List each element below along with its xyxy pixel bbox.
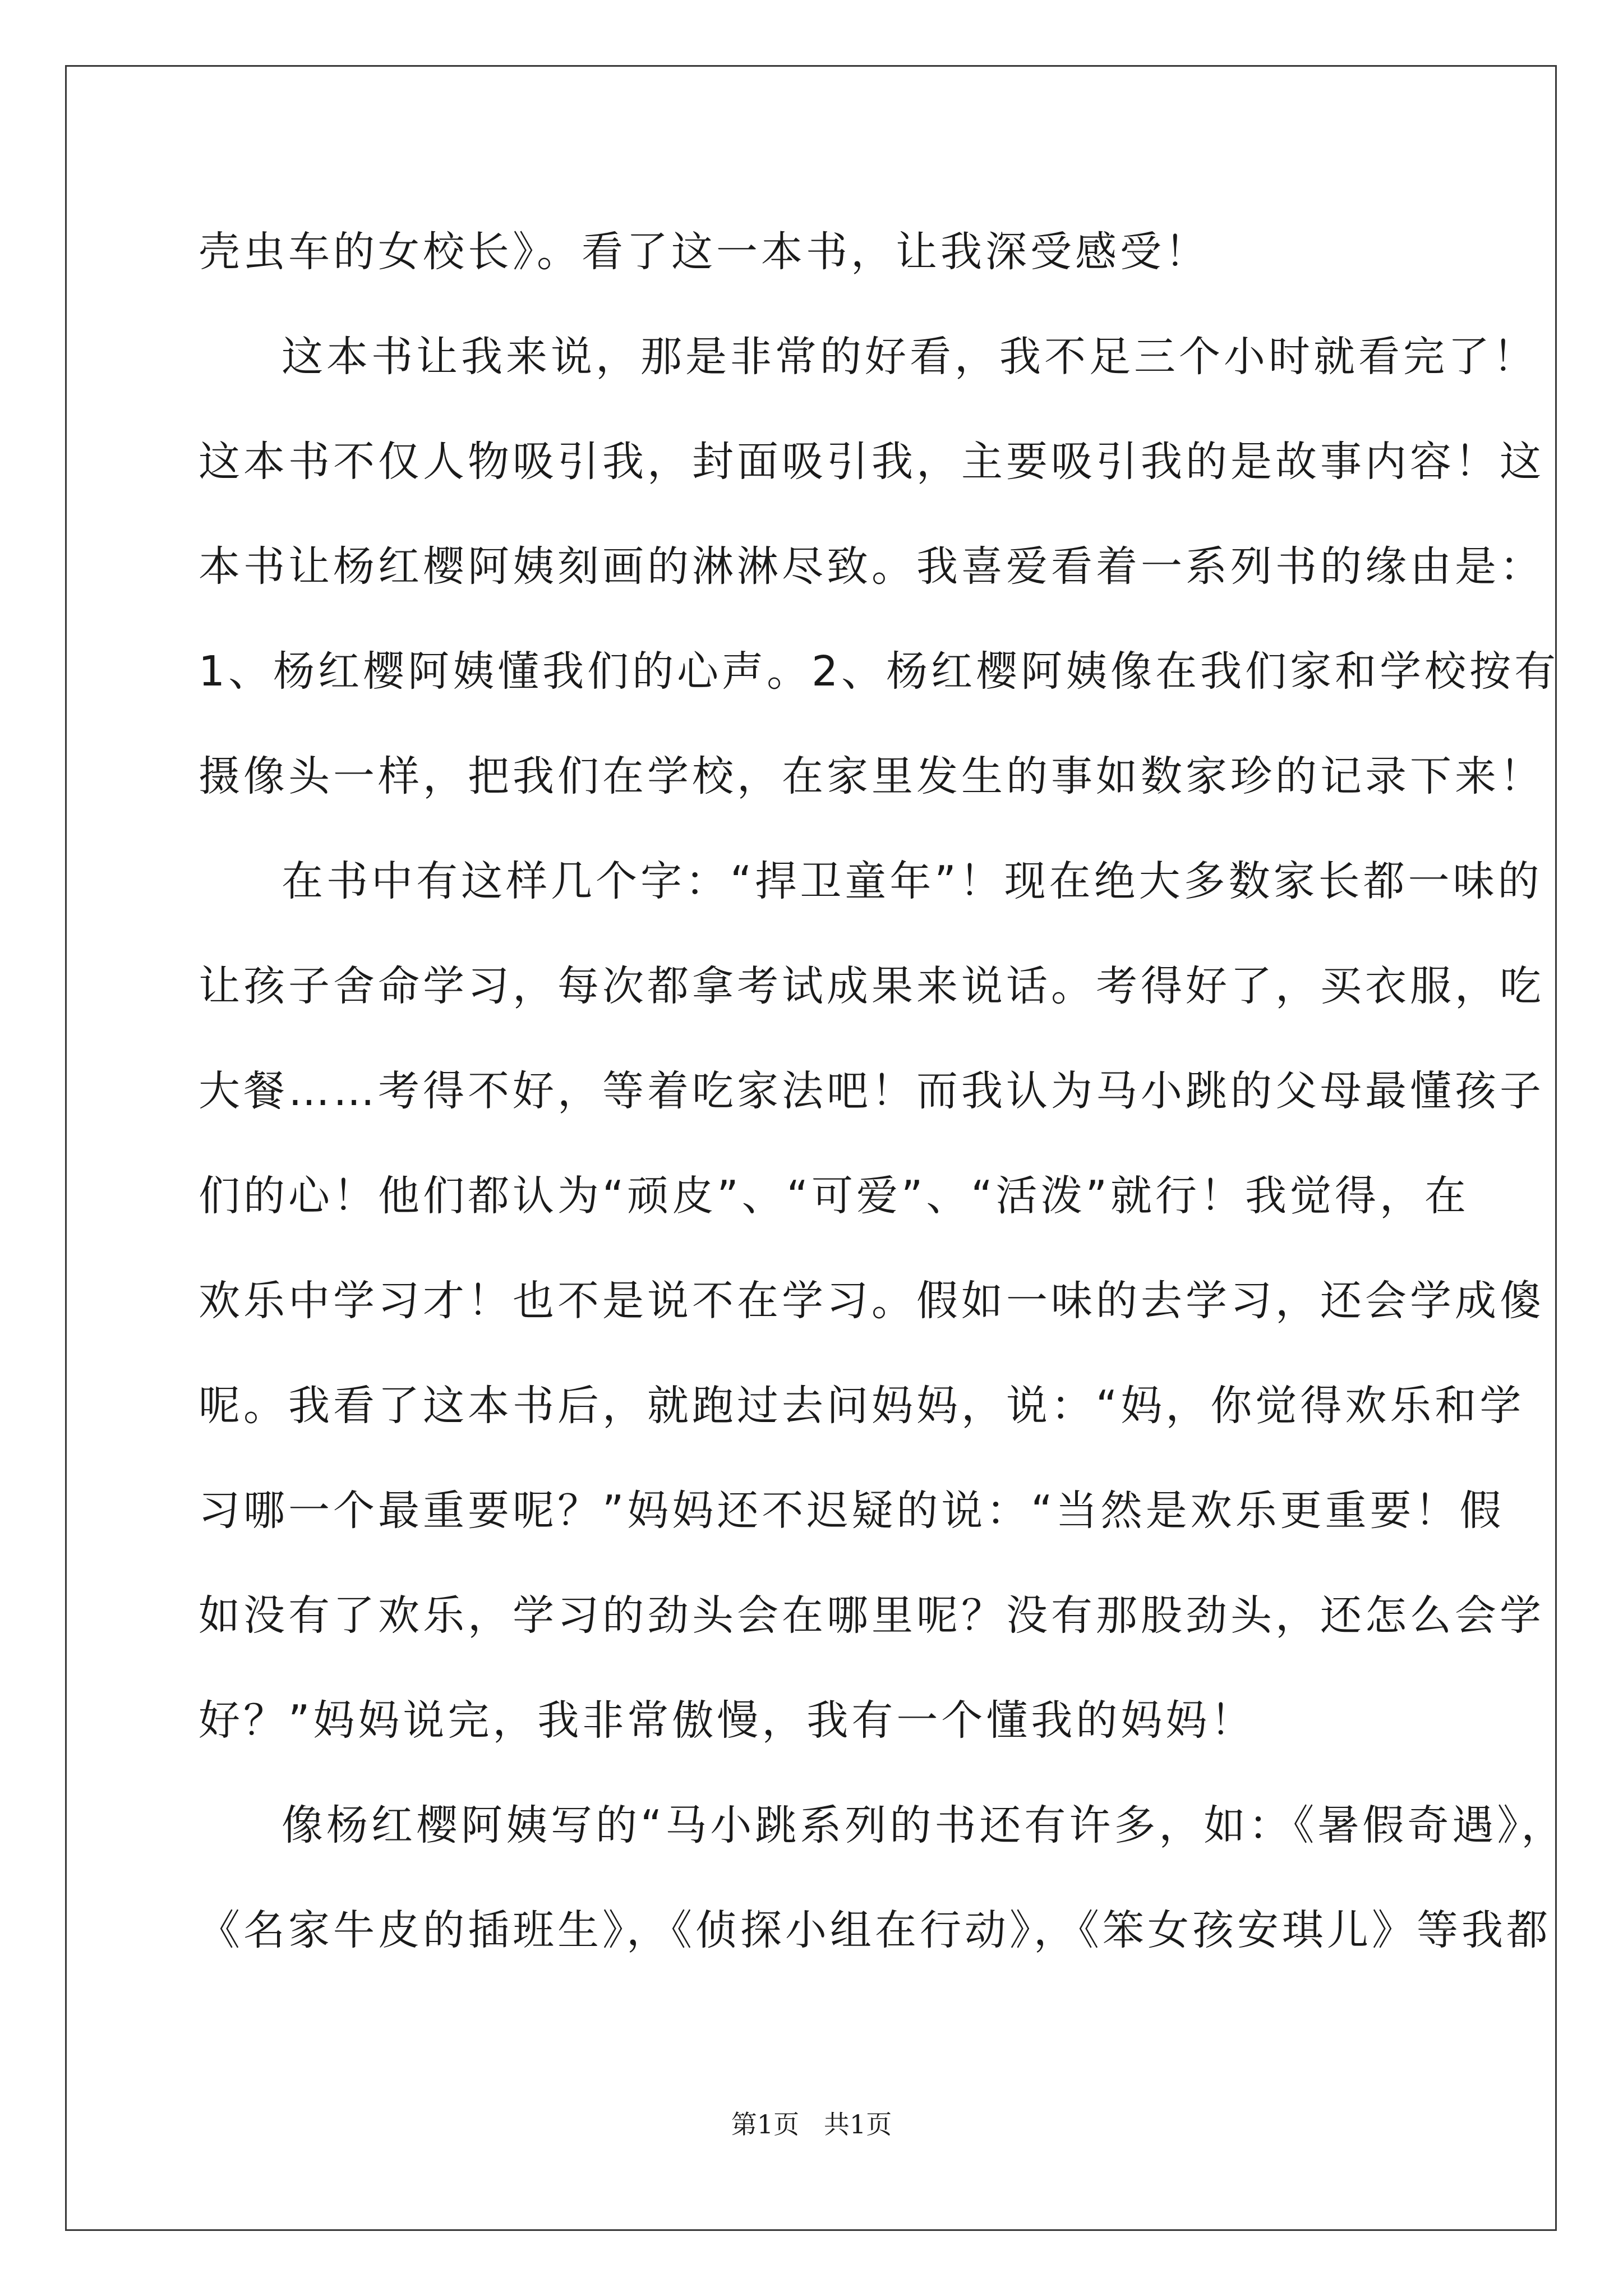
paragraph-line: 习哪一个最重要呢？”妈妈还不迟疑的说：“当然是欢乐更重要！假 xyxy=(199,1487,1505,1535)
paragraph-line: 好？”妈妈说完，我非常傲慢，我有一个懂我的妈妈！ xyxy=(199,1696,1256,1745)
paragraph-line: 让孩子舍命学习，每次都拿考试成果来说话。考得好了，买衣服，吃 xyxy=(199,962,1544,1010)
paragraph-line: 呢。我看了这本书后，就跑过去问妈妈，说：“妈，你觉得欢乐和学 xyxy=(199,1382,1525,1430)
paragraph-line: 如没有了欢乐，学习的劲头会在哪里呢？没有那股劲头，还怎么会学 xyxy=(199,1591,1544,1640)
paragraph-line: 们的心！他们都认为“顽皮”、“可爱”、“活泼”就行！我觉得，在 xyxy=(199,1172,1470,1220)
paragraph-line: 在书中有这样几个字：“捍卫童年”！现在绝大多数家长都一味的 xyxy=(282,857,1543,905)
paragraph-line: 这本书让我来说，那是非常的好看，我不足三个小时就看完了！ xyxy=(282,333,1538,381)
paragraph-line: 1、杨红樱阿姨懂我们的心声。2、杨红樱阿姨像在我们家和学校按有 xyxy=(199,647,1560,696)
paragraph-line: 这本书不仅人物吸引我，封面吸引我，主要吸引我的是故事内容！这 xyxy=(199,438,1544,486)
paragraph-line: 摄像头一样，把我们在学校，在家里发生的事如数家珍的记录下来！ xyxy=(199,752,1544,800)
page-footer: 第1页 共1页 xyxy=(731,2109,892,2139)
paragraph-line: 像杨红樱阿姨写的“马小跳系列的书还有许多，如：《暑假奇遇》， xyxy=(282,1801,1566,1849)
paragraph-line: 壳虫车的女校长》。看了这一本书，让我深受感受！ xyxy=(199,228,1210,276)
paragraph-line: 大餐……考得不好，等着吃家法吧！而我认为马小跳的父母最懂孩子 xyxy=(199,1067,1544,1115)
paragraph-line: 本书让杨红樱阿姨刻画的淋淋尽致。我喜爱看着一系列书的缘由是： xyxy=(199,542,1544,591)
paragraph-line: 欢乐中学习才！也不是说不在学习。假如一味的去学习，还会学成傻 xyxy=(199,1277,1544,1325)
paragraph-line: 《名家牛皮的插班生》，《侦探小组在行动》，《笨女孩安琪儿》等我都 xyxy=(199,1906,1551,1954)
